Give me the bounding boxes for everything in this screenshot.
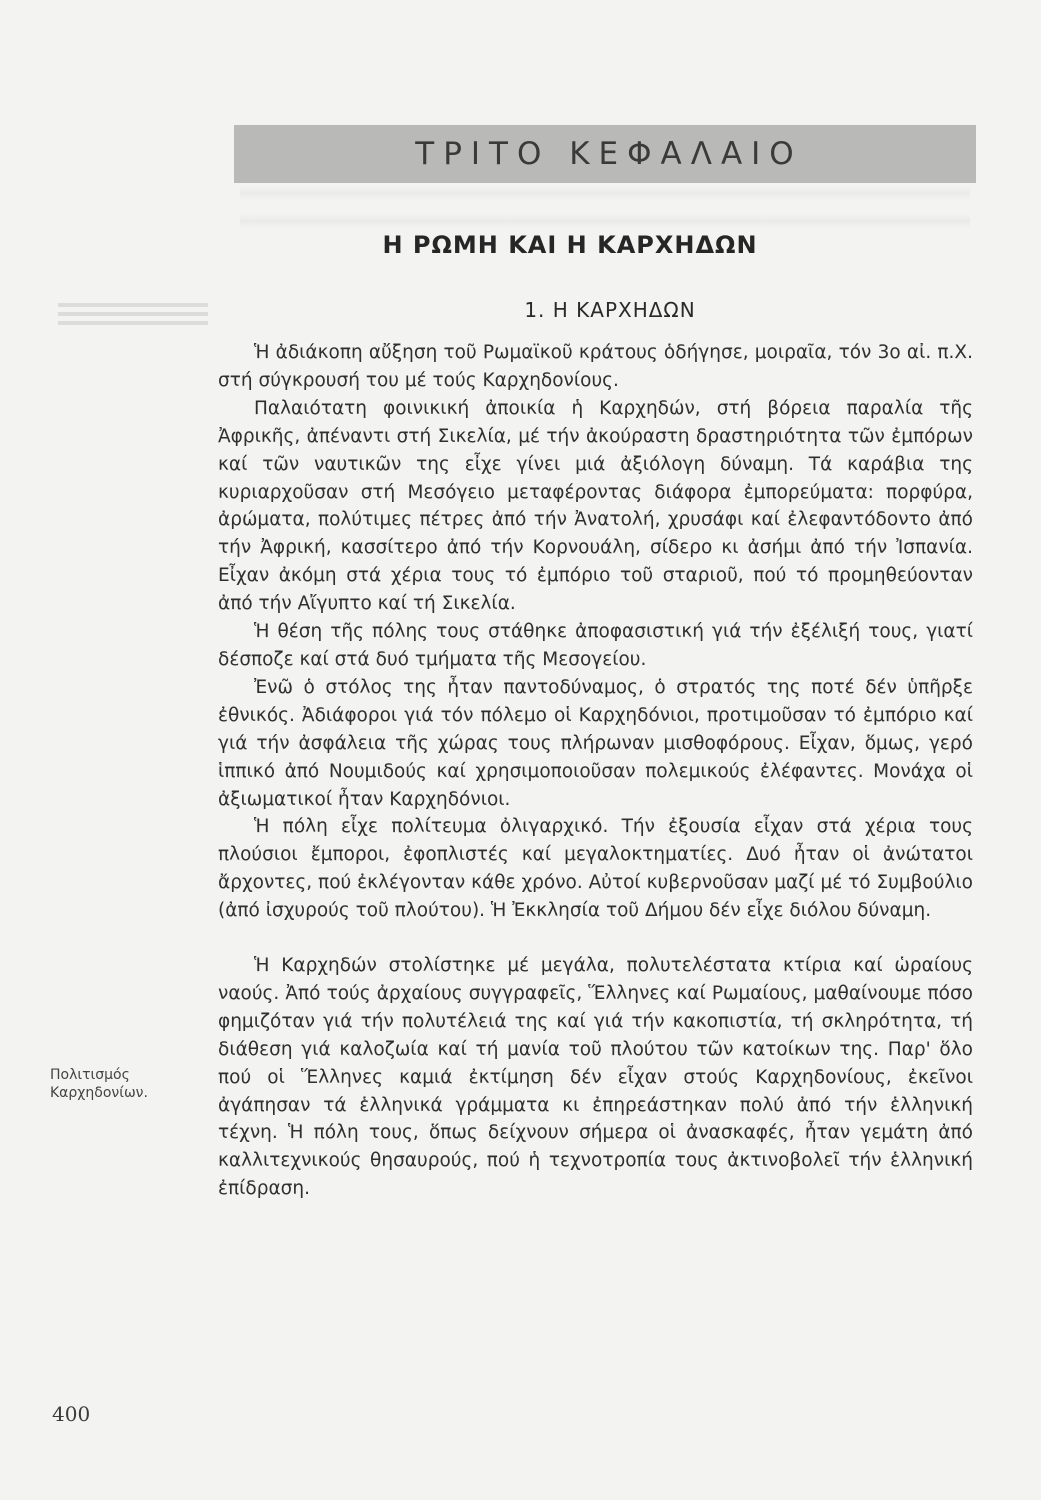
paragraph: Ἡ Καρχηδών στολίστηκε μέ μεγάλα, πολυτελέστατα κτίρια καί ὡραίους ναούς. Ἀπό τούς ἀρχαίους συγγραφεῖς, Ἕλληνες καί Ρωμαίους, μαθαίνουμε πόσο φημιζόταν γιά τήν πολυτέλειά της καί γιά τήν κακοπιστία, τή σκληρότητα, τή διάθεση γιά καλοζωία καί τή μανία τοῦ πλούτου τῶν κατοίκων της. Παρ' ὅλο πού οἱ Ἕλληνες καμιά ἐκτίμηση δέν εἶχαν στούς Καρχηδονίους, ἐκεῖνοι ἀγάπησαν τά ἑλληνικά γράμματα κι ἐπηρεάστηκαν πολύ ἀπό τήν ἑλληνική τέχνη. Ἡ πόλη τους, ὅπως δείχνουν σήμερα οἱ ἀνασκαφές, ἦταν γεμάτη ἀπό καλλιτεχνικούς θησαυρούς, πού ἡ τεχνοτροπία τους ἀκτινοβολεῖ τήν ἑλληνική ἐπίδραση. — [218, 955, 973, 1200]
body-text — [218, 339, 973, 1203]
show-through — [240, 214, 970, 228]
chapter-heading: ΤΡΙΤΟ ΚΕΦΑΛΑΙΟ — [415, 136, 803, 172]
section-title: 1. Η ΚΑΡΧΗΔΩΝ — [524, 298, 696, 322]
show-through-note — [58, 298, 208, 336]
paragraph: Παλαιότατη φοινικική ἀποικία ἡ Καρχηδών, στή βόρεια παραλία τῆς Ἀφρικῆς, ἀπέναντι στή Σικελία, μέ τήν ἀκούραστη δραστηριότητα τῶν ἐμπόρων καί τῶν ναυτικῶν της εἶχε γίνει μιά ἀξιόλογη δύναμη. Τά καράβια της κυριαρχοῦσαν στή Μεσόγειο μεταφέροντας διάφορα ἐμπορεύματα: πορφύρα, ἀρώματα, πολύτιμες πέτρες ἀπό τήν Ἀνατολή, χρυσάφι καί ἐλεφαντόδοντο ἀπό τήν Ἀφρική, κασσίτερο ἀπό τήν Κορνουάλη, σίδερο κι ἀσήμι ἀπό τήν Ἰσπανία. Εἶχαν ἀκόμη στά χέρια τους τό ἐμπόριο τοῦ σταριοῦ, πού τό προμηθεύονταν ἀπό τήν Αἴγυπτο καί τή Σικελία. — [218, 397, 973, 615]
paragraph: Ἡ πόλη εἶχε πολίτευμα ὀλιγαρχικό. Τήν ἐξουσία εἶχαν στά χέρια τους πλούσιοι ἔμποροι, ἐφοπλιστές καί μεγαλοκτηματίες. Δυό ἦταν οἱ ἀνώτατοι ἄρχοντες, πού ἐκλέγονταν κάθε χρόνο. Αὐτοί κυβερνοῦσαν μαζί μέ τό Συμβούλιο (ἀπό ἰσχυρούς τοῦ πλούτου). Ἡ Ἐκκλησία τοῦ Δήμου δέν εἶχε διόλου δύναμη. — [218, 816, 973, 922]
margin-note: Πολιτισμός Καρχηδονίων. — [50, 1067, 148, 1101]
page-number: 400 — [52, 1402, 91, 1426]
show-through — [240, 186, 970, 200]
paragraph: Ἡ ἀδιάκοπη αὔξηση τοῦ Ρωμαϊκοῦ κράτους ὁδήγησε, μοιραῖα, τόν 3ο αἰ. π.Χ. στή σύγκρουσή του μέ τούς Καρχηδονίους. — [218, 342, 973, 391]
paragraph: Ἐνῶ ὁ στόλος της ἦταν παντοδύναμος, ὁ στρατός της ποτέ δέν ὑπῆρξε ἐθνικός. Ἀδιάφοροι γιά τόν πόλεμο οἱ Καρχηδόνιοι, προτιμοῦσαν τό ἐμπόριο καί γιά τήν ἀσφάλεια τῆς χώρας τους πλήρωναν μισθοφόρους. Εἶχαν, ὅμως, γερό ἱππικό ἀπό Νουμιδούς καί χρησιμοποιοῦσαν πολεμικούς ἐλέφαντες. Μονάχα οἱ ἀξιωματικοί ἦταν Καρχηδόνιοι. — [218, 676, 973, 810]
main-title: Η ΡΩΜΗ ΚΑΙ Η ΚΑΡΧΗΔΩΝ — [382, 231, 758, 259]
chapter-heading-band — [234, 125, 976, 183]
paragraph: Ἡ θέση τῆς πόλης τους στάθηκε ἀποφασιστική γιά τήν ἐξέλιξή τους, γιατί δέσποζε καί στά δυό τμήματα τῆς Μεσογείου. — [218, 621, 973, 670]
